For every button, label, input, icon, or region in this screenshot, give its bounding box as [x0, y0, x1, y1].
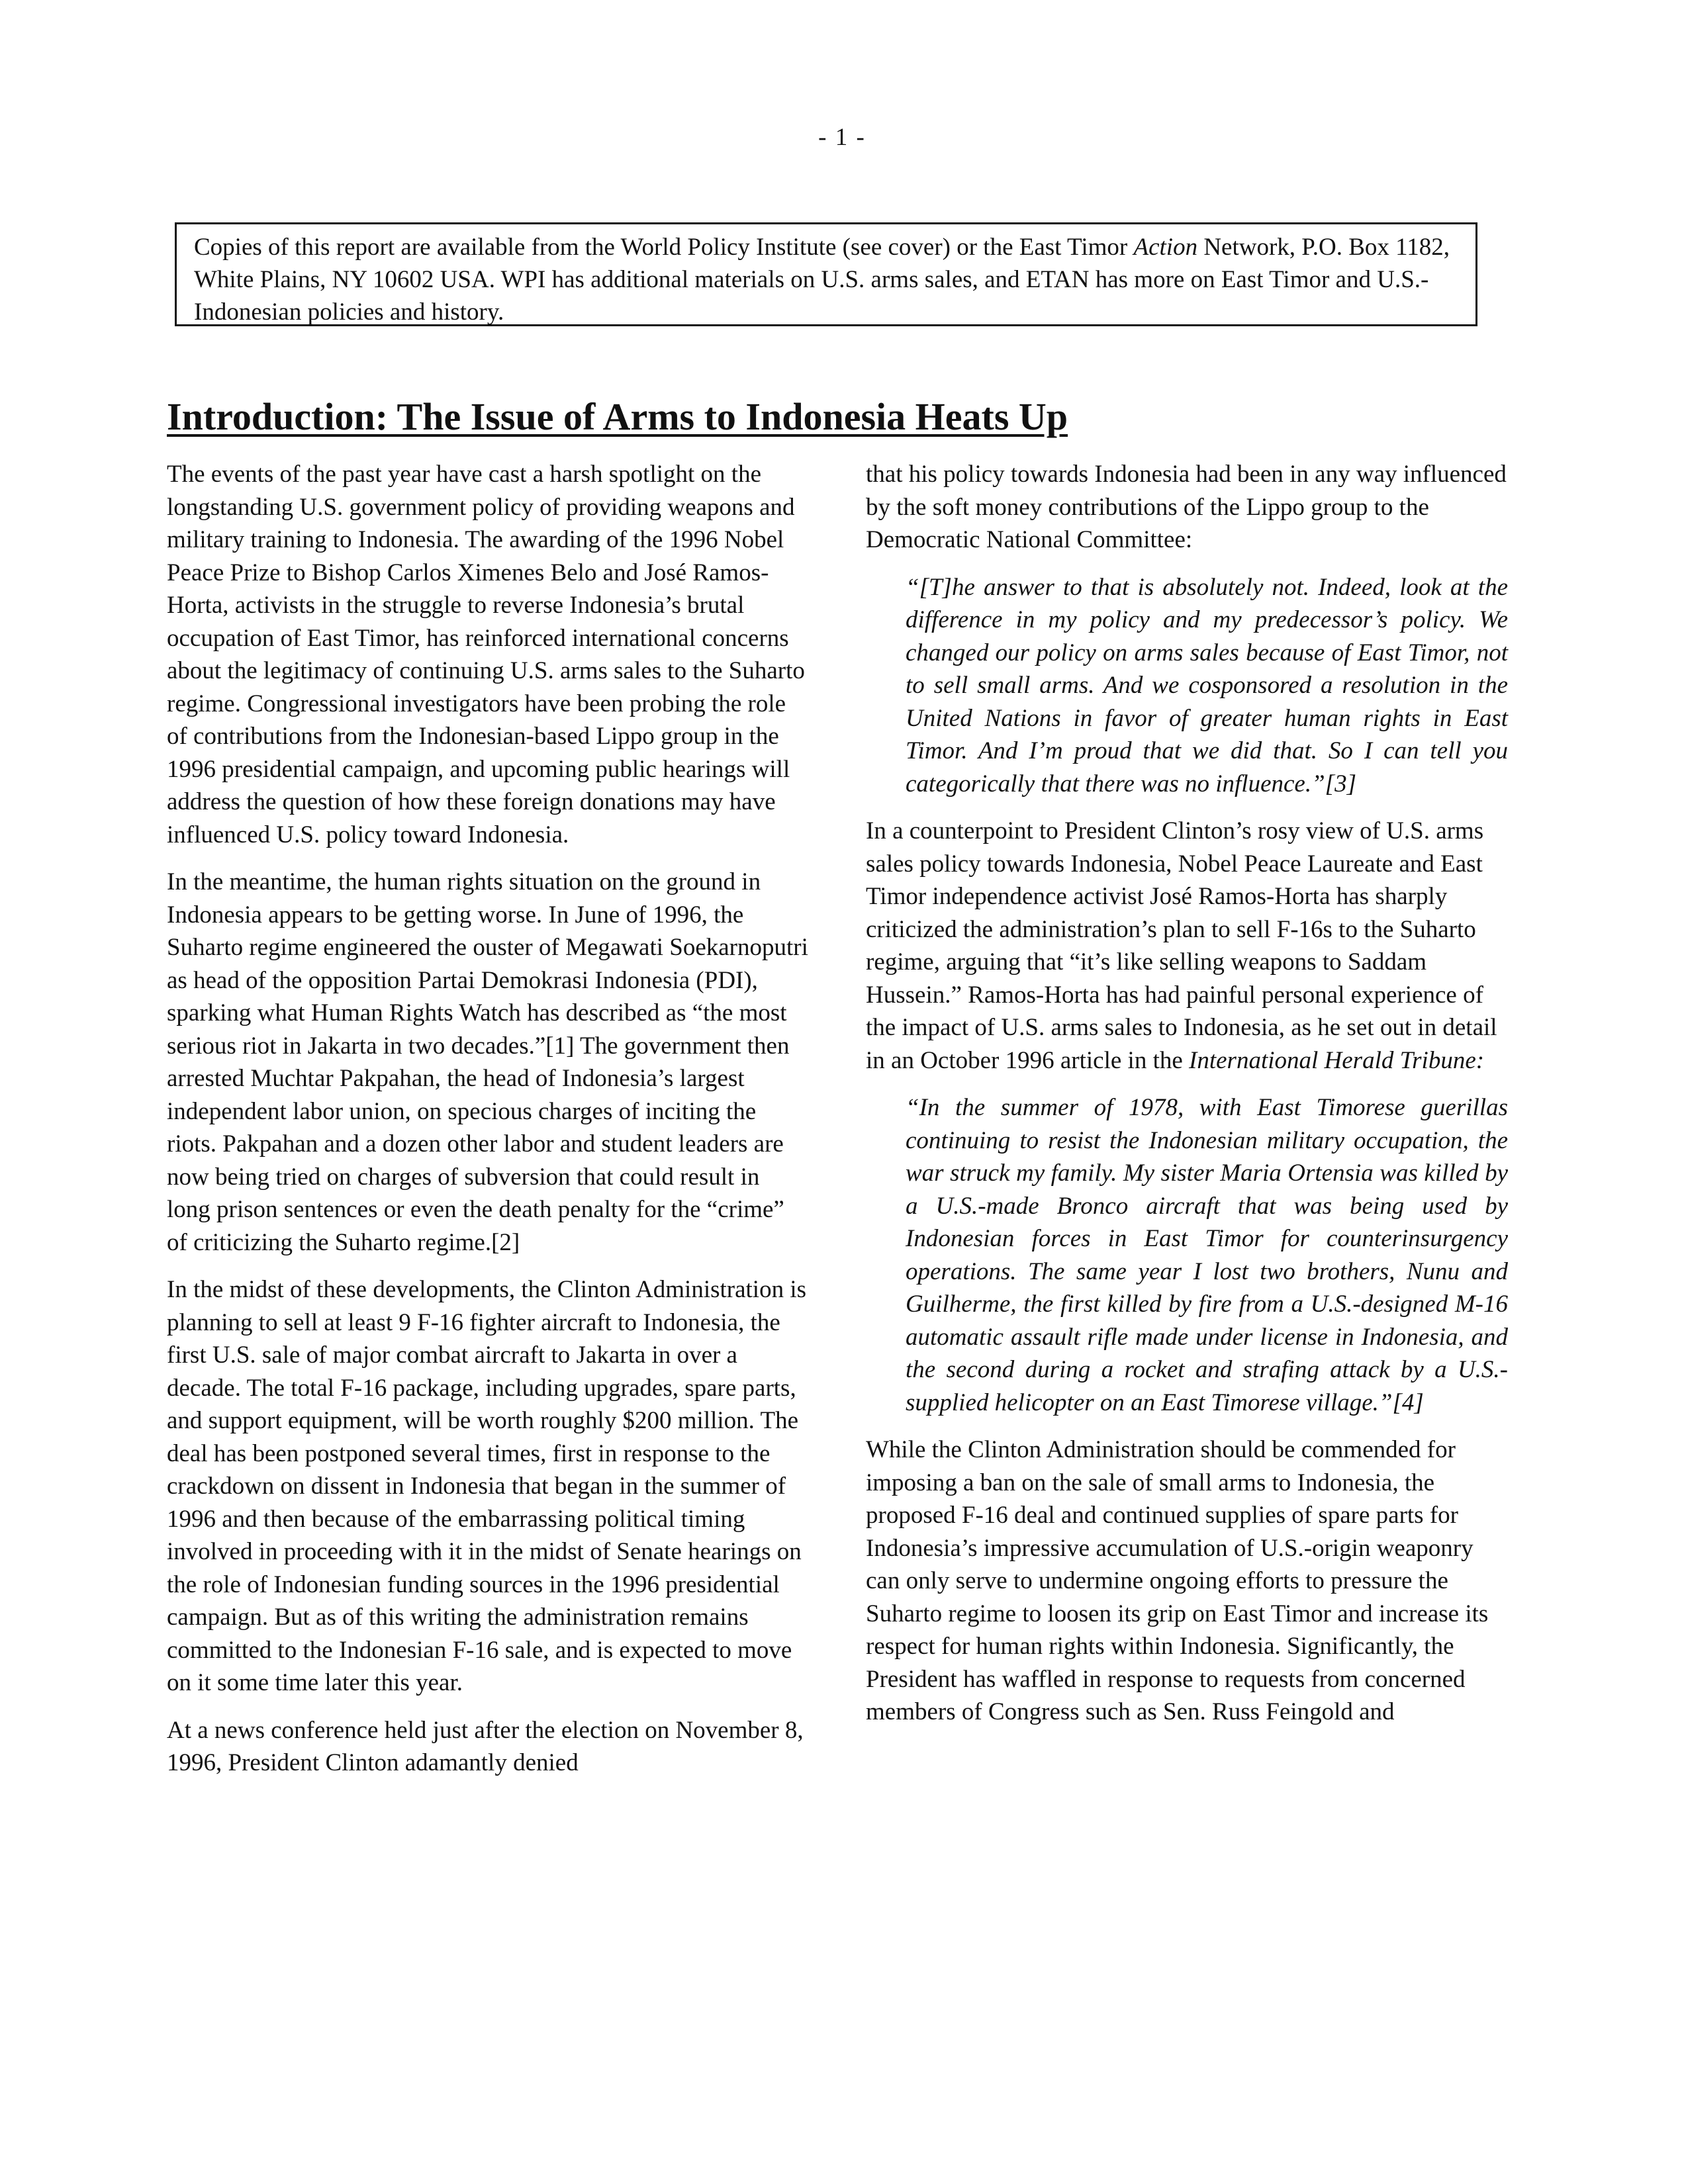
notice-text-part: Network, P.O. Box 1182, White Plains, NY 10602 USA. WPI has additional materials on U.S. arms sales, and ETAN has more on East Timor and U.S.-Indonesian policies and history. [194, 234, 1450, 326]
notice-italic-action: Action [1133, 234, 1198, 261]
notice-text [194, 231, 1461, 328]
section-title: Introduction: The Issue of Arms to Indonesia Heats Up [167, 395, 1068, 438]
paragraph: In the midst of these developments, the Clinton Administration is planning to sell at least 9 F-16 fighter aircraft to Indonesia, the first U.S. sale of major combat aircraft to Jakarta in over a decade. The total F-16 package, including upgrades, spare parts, and support equipment, will be worth roughly $200 million. The deal has been postponed several times, first in response to the crackdown on dissent in Indonesia that began in the summer of 1996 and then because of the embarrassing political timing involved in proceeding with it in the midst of Senate hearings on the role of Indonesian funding sources in the 1996 presidential campaign. But as of this writing the administration remains committed to the Indonesian F-16 sale, and is expected to move on it some time later this year. [167, 1276, 807, 1696]
paragraph: While the Clinton Administration should be commended for imposing a ban on the sale of small arms to Indonesia, the proposed F-16 deal and continued supplies of spare parts for Indonesia’s impressive accumulation of U.S.-origin weaponry can only serve to undermine ongoing efforts to pressure the Suharto regime to loosen its grip on East Timor and increase its respect for human rights within Indonesia. Significantly, the President has waffled in response to requests from concerned members of Congress such as Sen. Russ Feingold and [866, 1436, 1489, 1725]
paragraph: In the meantime, the human rights situation on the ground in Indonesia appears to be getting worse. In June of 1996, the Suharto regime engineered the ouster of Megawati Soekarnoputri as head of the opposition Partai Demokrasi Indonesia (PDI), sparking what Human Rights Watch has described as “the most serious riot in Jakarta in two decades.”[1] The government then arrested Muchtar Pakpahan, the head of Indonesia’s largest independent labor union, on specious charges of inciting the riots. Pakpahan and a dozen other labor and student leaders are now being tried on charges of subversion that could result in long prison sentences or even the death penalty for the “crime” of criticizing the Suharto regime.[2] [167, 868, 808, 1256]
block-quote: “In the summer of 1978, with East Timorese guerillas continuing to resist the Indonesian military occupation, the war struck my family. My sister Maria Ortensia was killed by a U.S.-made Bronco aircraft that was being used by Indonesian forces in East Timor for counterinsurgency operations. The same year I lost two brothers, Nunu and Guilherme, the first killed by fire from a U.S.-designed M-16 automatic assault rifle made under license in Indonesia, and the second during a rocket and strafing attack by a U.S.-supplied helicopter on an East Timorese village.”[4] [906, 1094, 1508, 1416]
page-number: - 1 - [818, 124, 866, 151]
block-quote: “[T]he answer to that is absolutely not. Indeed, look at the difference in my policy and my predecessor’s policy. We changed our policy on arms sales because of East Timor, not to sell small arms. And we cosponsored a resolution in the United Nations in favor of greater human rights in East Timor. And I’m proud that we did that. So I can tell you categorically that there was no influence.”[3] [906, 573, 1508, 797]
paragraph [866, 815, 1508, 1077]
notice-box [175, 222, 1477, 326]
paragraph-text: In a counterpoint to President Clinton’s rosy view of U.S. arms sales policy towards Indonesia, Nobel Peace Laureate and East Timor independence activist José Ramos-Horta has sharply criticized the administration’s plan to sell F-16s to the Suharto regime, arguing that “it’s like selling weapons to Saddam Hussein.” Ramos-Horta has had painful personal experience of the impact of U.S. arms sales to Indonesia, as he set out in detail in an October 1996 article in the [866, 817, 1497, 1074]
paragraph: At a news conference held just after the election on November 8, 1996, President Clinton adamantly denied [167, 1716, 804, 1776]
paragraph: that his policy towards Indonesia had been in any way influenced by the soft money contributions of the Lippo group to the Democratic National Committee: [866, 461, 1507, 553]
right-column [866, 458, 1508, 1729]
notice-text-part: Copies of this report are available from the World Policy Institute (see cover) or the East Timor [194, 234, 1134, 261]
publication-name: International Herald Tribune: [1189, 1046, 1485, 1074]
left-column [167, 458, 809, 1780]
paragraph: The events of the past year have cast a harsh spotlight on the longstanding U.S. government policy of providing weapons and military training to Indonesia. The awarding of the 1996 Nobel Peace Prize to Bishop Carlos Ximenes Belo and José Ramos-Horta, activists in the struggle to reverse Indonesia’s brutal occupation of East Timor, has reinforced international concerns about the legitimacy of continuing U.S. arms sales to the Suharto regime. Congressional investigators have been probing the role of contributions from the Indonesian-based Lippo group in the 1996 presidential campaign, and upcoming public hearings will address the question of how these foreign donations may have influenced U.S. policy toward Indonesia. [167, 461, 805, 848]
